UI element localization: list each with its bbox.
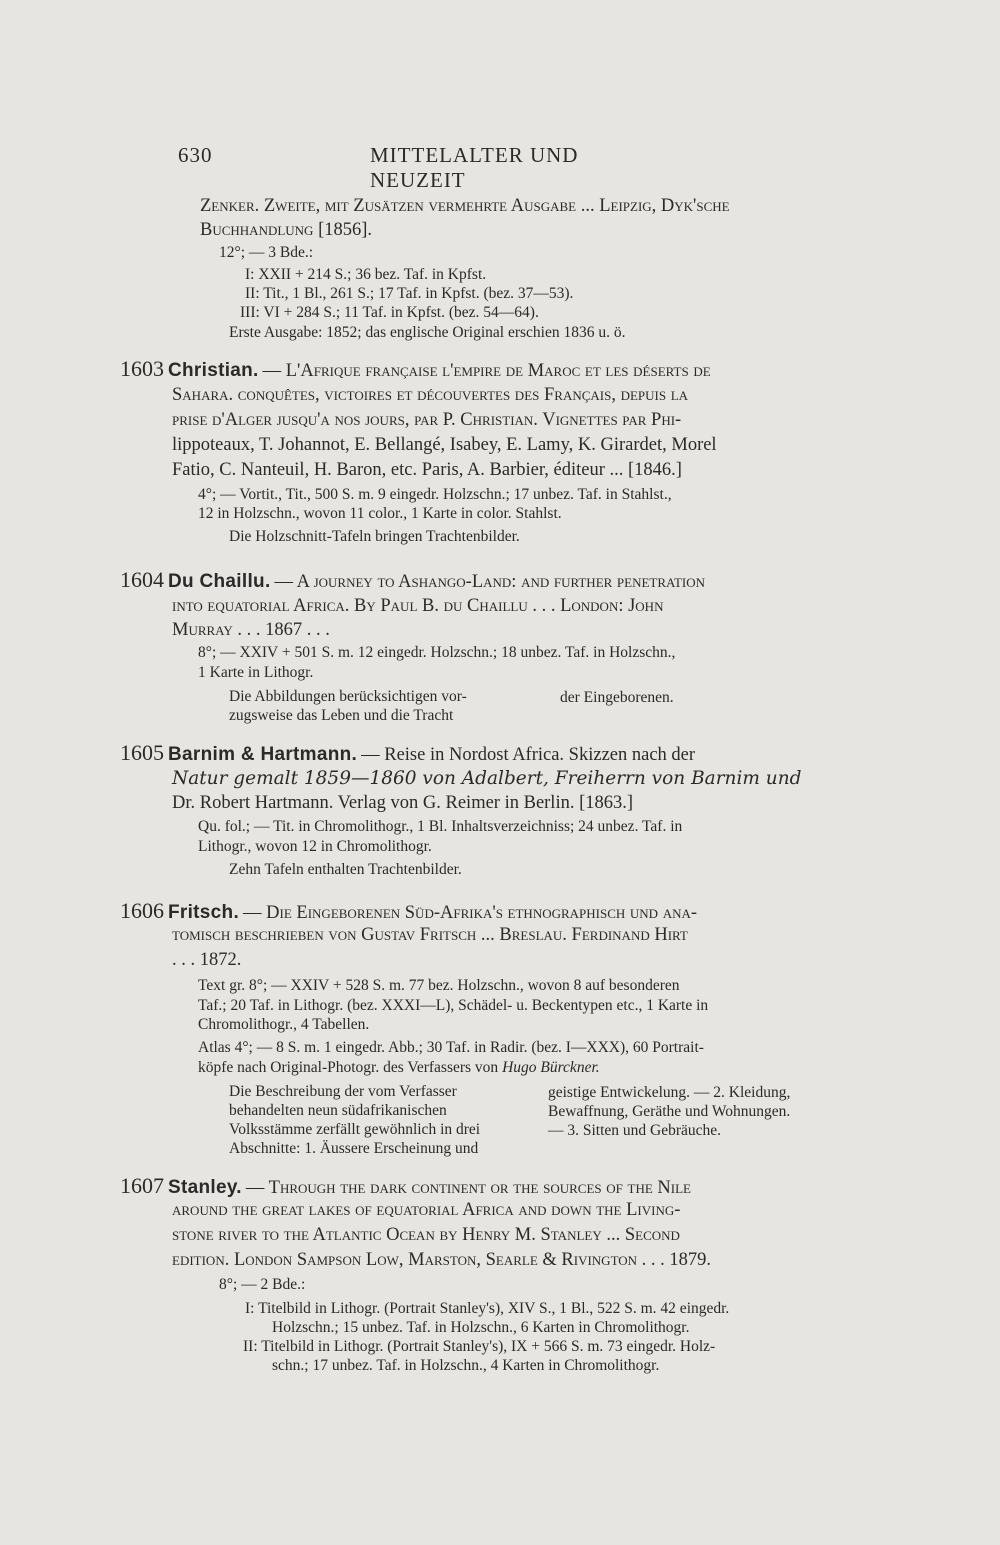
format-line: 8°; — 2 Bde.: [219, 1276, 306, 1293]
volume-line: I: Titelbild in Lithogr. (Portrait Stanley's), XIV S., 1 Bl., 522 S. m. 42 eingedr. [245, 1300, 730, 1317]
title-line: — Reise in Nordost Africa. Skizzen nach der [361, 745, 696, 765]
title-line: — A journey to Ashango-Land: and further penetration [274, 572, 706, 592]
entry-number: 1607 [120, 1173, 164, 1198]
volume-line: Holzschn.; 15 unbez. Taf. in Holzschn., 6 Karten in Chromolithogr. [272, 1319, 690, 1336]
entry-number: 1605 [120, 740, 164, 765]
title-line: prise d'Alger jusqu'a nos jours, par P. Christian. Vignettes par Phi- [172, 410, 682, 430]
entry-1604 [120, 567, 705, 593]
atlas-artist: Hugo Bürckner. [502, 1059, 600, 1076]
note-left: Die Abbildungen berücksichtigen vor- [229, 688, 467, 705]
title-line: Dr. Robert Hartmann. Verlag von G. Reimer in Berlin. [1863.] [172, 793, 634, 813]
title-line: into equatorial Africa. By Paul B. du Chaillu . . . London: John [172, 596, 664, 616]
note-left: Die Beschreibung der vom Verfasser [229, 1083, 457, 1100]
volume-line: schn.; 17 unbez. Taf. in Holzschn., 4 Karten in Chromolithogr. [272, 1357, 660, 1374]
entry-author: Christian. [168, 360, 259, 381]
note-right: der Eingeborenen. [560, 689, 674, 706]
volume-line: III: VI + 284 S.; 11 Taf. in Kpfst. (bez. 54—64). [240, 304, 539, 321]
title-line: Murray . . . 1867 . . . [172, 620, 330, 640]
page-number: 630 [178, 143, 213, 167]
continuation-line: Buchhandlung [1856]. [200, 220, 373, 240]
title-line: lippoteaux, T. Johannot, E. Bellangé, Isabey, E. Lamy, K. Girardet, Morel [172, 435, 717, 455]
atlas-line [198, 1059, 600, 1077]
desc-line: 4°; — Vortit., Tit., 500 S. m. 9 eingedr. Holzschn.; 17 unbez. Taf. in Stahlst., [198, 486, 672, 503]
desc-line: 12 in Holzschn., wovon 11 color., 1 Karte in color. Stahlst. [198, 505, 562, 522]
title-line: Fatio, C. Nanteuil, H. Baron, etc. Paris, A. Barbier, éditeur ... [1846.] [172, 460, 682, 480]
entry-author: Stanley. [168, 1177, 242, 1198]
title-line: — Through the dark continent or the sources of the Nile [245, 1178, 691, 1198]
entry-number: 1603 [120, 356, 164, 381]
desc-line: Qu. fol.; — Tit. in Chromolithogr., 1 Bl. Inhaltsverzeichniss; 24 unbez. Taf. in [198, 818, 683, 835]
desc-line: Taf.; 20 Taf. in Lithogr. (bez. XXXI—L), Schädel- u. Beckentypen etc., 1 Karte in [198, 997, 709, 1014]
title-line: tomisch beschrieben von Gustav Fritsch ... Breslau. Ferdinand Hirt [172, 925, 688, 945]
entry-author: Fritsch. [168, 902, 240, 923]
entry-1603 [120, 356, 711, 382]
note-line: Erste Ausgabe: 1852; das englische Original erschien 1836 u. ö. [229, 324, 626, 341]
entry-1605 [120, 740, 695, 766]
entry-number: 1604 [120, 567, 164, 592]
desc-line: Text gr. 8°; — XXIV + 528 S. m. 77 bez. Holzschn., wovon 8 auf besonderen [198, 977, 680, 994]
title-line: Sahara. conquêtes, victoires et découvertes des Français, depuis la [172, 385, 689, 405]
continuation-line: Zenker. Zweite, mit Zusätzen vermehrte Ausgabe ... Leipzig, Dyk'sche [200, 196, 730, 216]
note-left: behandelten neun südafrikanischen [229, 1102, 447, 1119]
entry-author: Du Chaillu. [168, 571, 271, 592]
title-line: stone river to the Atlantic Ocean by Henry M. Stanley ... Second [172, 1225, 680, 1245]
entry-author: Barnim & Hartmann. [168, 744, 358, 765]
note-right: geistige Entwickelung. — 2. Kleidung, [548, 1084, 791, 1101]
title-line: edition. London Sampson Low, Marston, Searle & Rivington . . . 1879. [172, 1250, 712, 1270]
title-line: Natur gemalt 1859—1860 von Adalbert, Freiherrn von Barnim und [172, 768, 802, 789]
note-left: Volksstämme zerfällt gewöhnlich in drei [229, 1121, 481, 1138]
volume-line: II: Titelbild in Lithogr. (Portrait Stanley's), IX + 566 S. m. 73 eingedr. Holz- [243, 1338, 716, 1355]
atlas-text: köpfe nach Original-Photogr. des Verfassers von [198, 1059, 499, 1076]
volume-line: II: Tit., 1 Bl., 261 S.; 17 Taf. in Kpfst. (bez. 37—53). [245, 285, 574, 302]
note-left: Abschnitte: 1. Äussere Erscheinung und [229, 1140, 479, 1157]
note-right: Bewaffnung, Geräthe und Wohnungen. [548, 1103, 791, 1120]
note-line: Zehn Tafeln enthalten Trachtenbilder. [229, 861, 462, 878]
title-line: — L'Afrique française l'empire de Maroc et les déserts de [262, 361, 711, 381]
atlas-line: Atlas 4°; — 8 S. m. 1 eingedr. Abb.; 30 Taf. in Radir. (bez. I—XXX), 60 Portrait- [198, 1039, 704, 1056]
note-left: zugsweise das Leben und die Tracht [229, 707, 454, 724]
entry-number: 1606 [120, 898, 164, 923]
desc-line: Lithogr., wovon 12 in Chromolithogr. [198, 838, 432, 855]
format-line: 12°; — 3 Bde.: [219, 244, 314, 261]
note-line: Die Holzschnitt-Tafeln bringen Trachtenbilder. [229, 528, 520, 545]
running-title: MITTELALTER UND NEUZEIT [370, 143, 579, 192]
title-line: — Die Eingeborenen Süd-Afrika's ethnographisch und ana- [243, 903, 698, 923]
entry-1606 [120, 898, 697, 924]
title-line: . . . 1872. [172, 950, 242, 970]
volume-line: I: XXII + 214 S.; 36 bez. Taf. in Kpfst. [245, 266, 487, 283]
note-right: — 3. Sitten und Gebräuche. [548, 1122, 722, 1139]
entry-1607 [120, 1173, 691, 1199]
title-line: around the great lakes of equatorial Africa and down the Living- [172, 1200, 681, 1220]
desc-line: 1 Karte in Lithogr. [198, 664, 314, 681]
desc-line: Chromolithogr., 4 Tabellen. [198, 1016, 370, 1033]
desc-line: 8°; — XXIV + 501 S. m. 12 eingedr. Holzschn.; 18 unbez. Taf. in Holzschn., [198, 644, 676, 661]
